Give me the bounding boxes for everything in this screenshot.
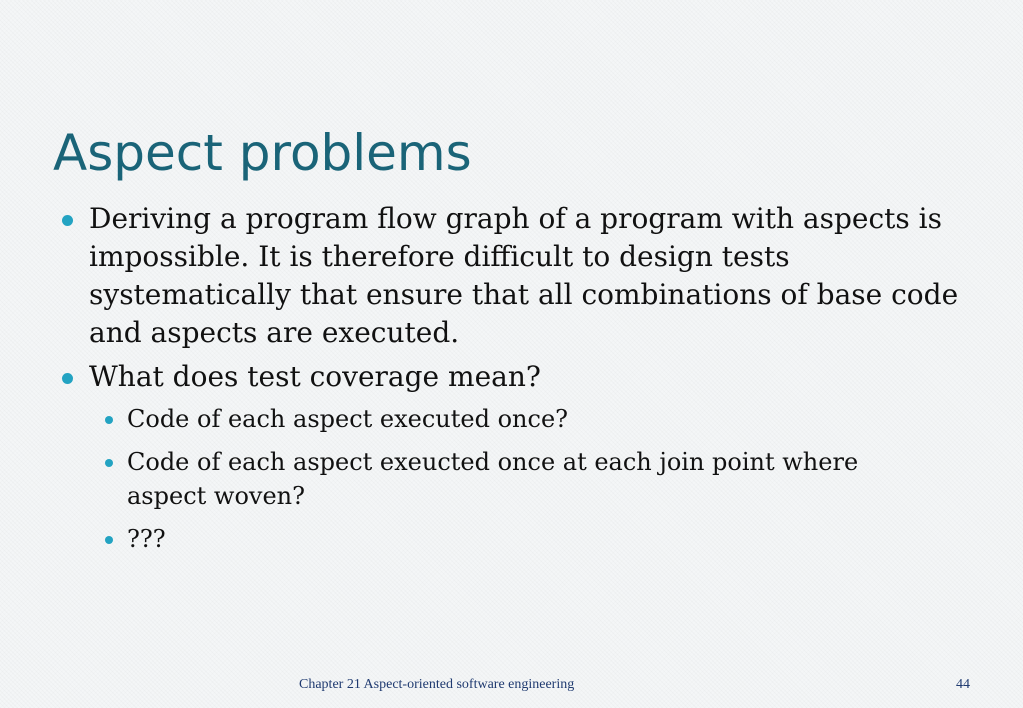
sub-bullet-text: Code of each aspect executed once? — [127, 405, 569, 433]
bullet-item — [62, 200, 977, 352]
bullet-text: Deriving a program flow graph of a program with aspects is impossible. It is therefore difficult to design tests systematically that ensure that all combinations of base code and aspects are executed. — [89, 202, 959, 349]
sub-bullet-item — [105, 522, 965, 556]
slide-title: Aspect problems — [53, 124, 472, 182]
bullet-dot-icon — [105, 459, 113, 467]
bullet-dot-icon — [105, 536, 113, 544]
bullet-text: What does test coverage mean? — [89, 360, 541, 393]
bullet-dot-icon — [62, 373, 73, 384]
bullet-dot-icon — [105, 416, 113, 424]
bullet-dot-icon — [62, 215, 73, 226]
sub-bullet-text: Code of each aspect exeucted once at each join point where aspect woven? — [127, 448, 859, 510]
footer-page-number: 44 — [956, 677, 970, 692]
footer-chapter-label: Chapter 21 Aspect-oriented software engineering — [299, 677, 575, 692]
sub-bullet-item — [105, 402, 965, 436]
sub-bullet-item — [105, 445, 965, 513]
bullet-item — [62, 358, 977, 396]
sub-bullet-text: ??? — [127, 525, 166, 553]
